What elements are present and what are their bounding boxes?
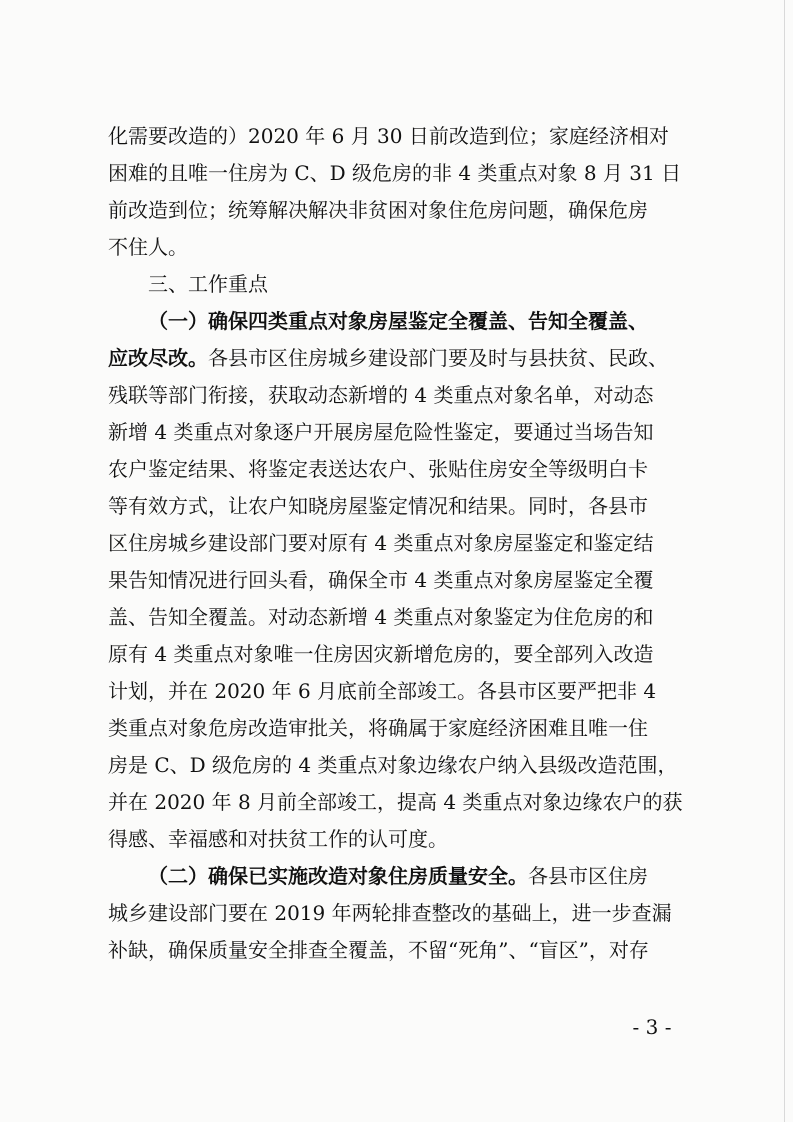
- text-line: 计划，并在 2020 年 6 月底前全部竣工。各县市区要严把非 4: [108, 679, 657, 703]
- text-line: [108, 340, 693, 377]
- scan-edge-line: [784, 0, 785, 1122]
- text-fragment: 各县市区住房: [528, 864, 648, 888]
- document-body: [108, 118, 693, 969]
- subsection-heading-2: （二）确保已实施改造对象住房质量安全。: [148, 864, 528, 888]
- section-heading: 三、工作重点: [148, 272, 268, 296]
- text-line: 盖、告知全覆盖。对动态新增 4 类重点对象鉴定为住危房的和: [108, 605, 654, 629]
- text-line: 城乡建设部门要在 2019 年两轮排查整改的基础上，进一步查漏: [108, 901, 672, 925]
- text-line: 得感、幸福感和对扶贫工作的认可度。: [108, 827, 448, 851]
- subsection-heading-1: （一）确保四类重点对象房屋鉴定全覆盖、告知全覆盖、: [148, 309, 648, 333]
- text-line: 房是 C、D 级危房的 4 类重点对象边缘农户纳入县级改造范围，: [108, 753, 678, 777]
- text-line: 并在 2020 年 8 月前全部竣工，提高 4 类重点对象边缘农户的获: [108, 790, 683, 814]
- text-line: 农户鉴定结果、将鉴定表送达农户、张贴住房安全等级明白卡: [108, 457, 648, 481]
- text-line: 区住房城乡建设部门要对原有 4 类重点对象房屋鉴定和鉴定结: [108, 531, 654, 555]
- text-line: 残联等部门衔接，获取动态新增的 4 类重点对象名单，对动态: [108, 383, 654, 407]
- text-line: 新增 4 类重点对象逐户开展房屋危险性鉴定，要通过当场告知: [108, 420, 654, 444]
- text-line: 化需要改造的）2020 年 6 月 30 日前改造到位；家庭经济相对: [108, 124, 669, 148]
- text-line: 不住人。: [108, 235, 188, 259]
- text-line: 困难的且唯一住房为 C、D 级危房的非 4 类重点对象 8 月 31 日: [108, 161, 682, 185]
- subsection-heading-1-cont: 应改尽改。: [108, 346, 208, 370]
- text-line: [108, 858, 693, 895]
- text-line: 等有效方式，让农户知晓房屋鉴定情况和结果。同时，各县市: [108, 494, 648, 518]
- text-line: 补缺，确保质量安全排查全覆盖，不留“死角”、“盲区”，对存: [108, 938, 649, 962]
- text-line: 类重点对象危房改造审批关，将确属于家庭经济困难且唯一住: [108, 716, 648, 740]
- text-line: 前改造到位；统筹解决解决非贫困对象住危房问题，确保危房: [108, 198, 648, 222]
- text-line: [108, 303, 693, 340]
- text-fragment: 各县市区住房城乡建设部门要及时与县扶贫、民政、: [208, 346, 668, 370]
- page-number: - 3 -: [632, 1015, 672, 1039]
- text-line: 果告知情况进行回头看，确保全市 4 类重点对象房屋鉴定全覆: [108, 568, 654, 592]
- text-line: 原有 4 类重点对象唯一住房因灾新增危房的，要全部列入改造: [108, 642, 654, 666]
